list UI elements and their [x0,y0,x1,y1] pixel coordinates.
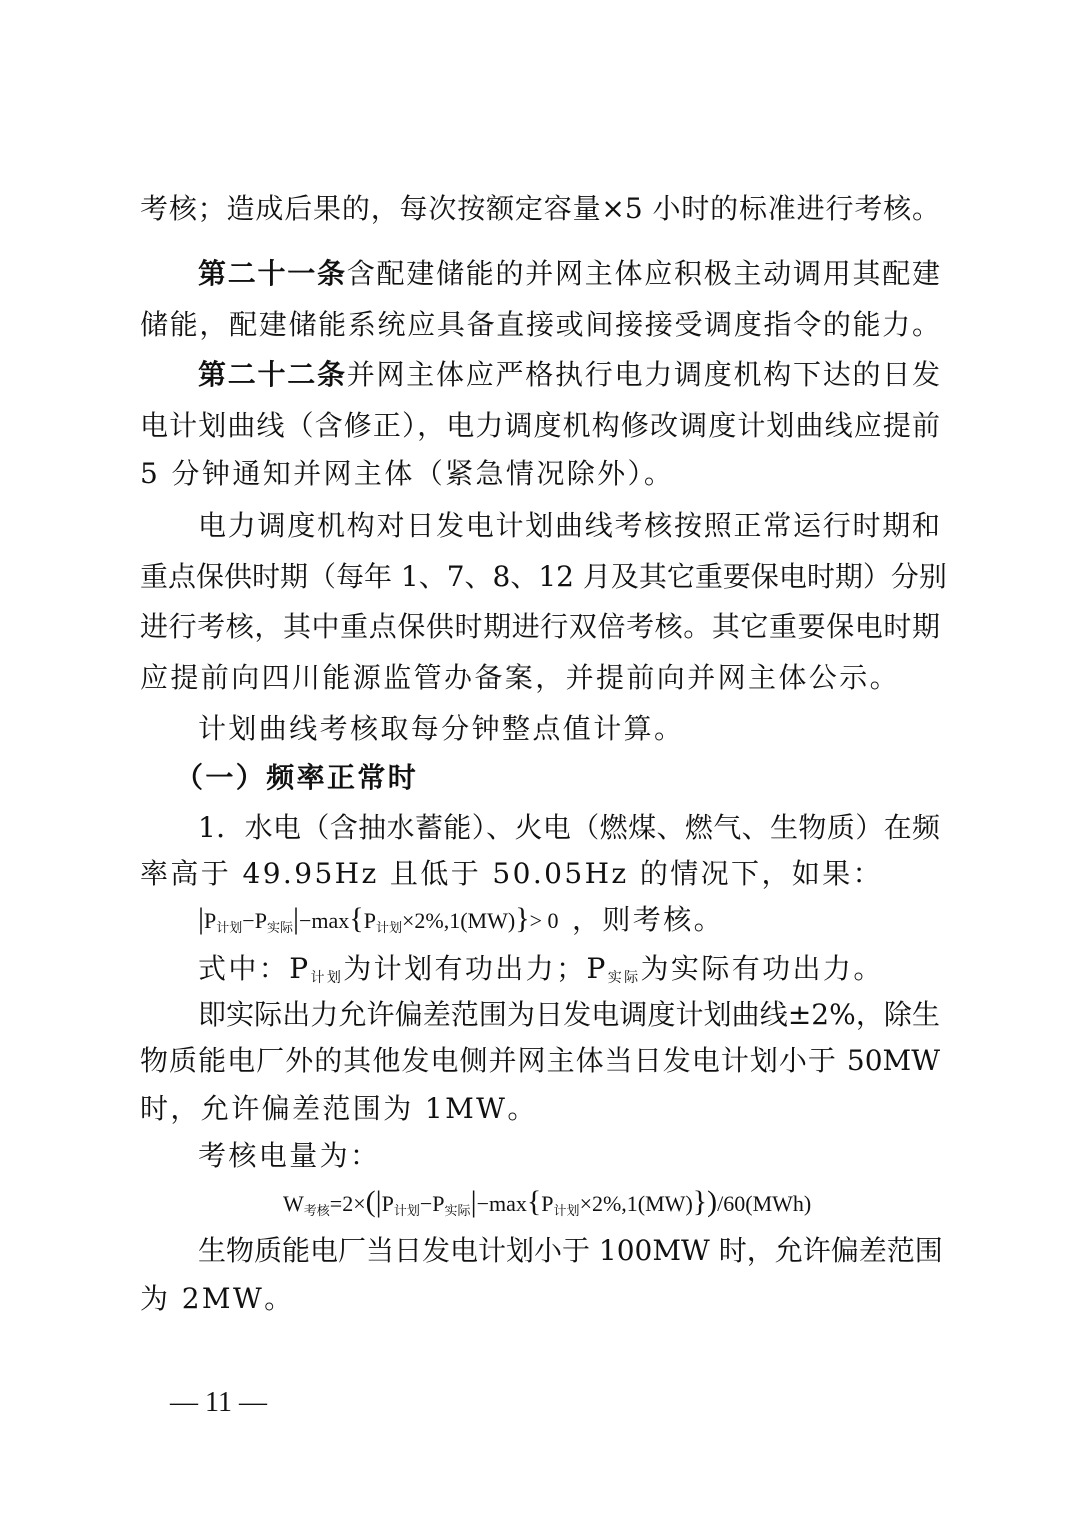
article-title: 第二十二条 [198,358,347,391]
paragraph-line: 时，允许偏差范围为 1MW。 [140,1092,538,1125]
paragraph-line: 率高于 49.95Hz 且低于 50.05Hz 的情况下，如果： [140,857,884,890]
article-text: 含配建储能的并网主体应积极主动调用其配建 [346,257,940,290]
paragraph-line: 电力调度机构对日发电计划曲线考核按照正常运行时期和 [198,509,940,542]
formula-note: ，则考核。 [572,903,725,936]
paragraph-line: 1．水电（含抽水蓄能）、火电（燃煤、燃气、生物质）在频 [198,811,940,844]
page-number: — 11 — [170,1387,267,1418]
article-text: 并网主体应严格执行电力调度机构下达的日发 [346,358,940,391]
paragraph-line: 储能，配建储能系统应具备直接或间接接受调度指令的能力。 [140,308,940,341]
formula-assessment: $W_{考核}=2\times(|P_{计划}-P_{实际}|-\max\{P_{计划}\times 2\%,1(MW)\})/60(MWh)$ [283,1185,812,1218]
article-22-line [198,357,940,393]
paragraph-line: 考核电量为： [198,1139,381,1172]
paragraph-line: 计划曲线考核取每分钟整点值计算。 [198,712,685,745]
paragraph-line: 即实际出力允许偏差范围为日发电调度计划曲线±2%，除生 [198,998,940,1031]
paragraph-line: 进行考核，其中重点保供时期进行双倍考核。其它重要保电时期 [140,610,940,643]
formula-condition: $|P_{计划}-P_{实际}|-\max\{P_{计划}\times 2\%,1(MW)\}> 0$ [198,902,559,935]
paragraph-line: 应提前向四川能源监管办备案，并提前向并网主体公示。 [140,661,901,694]
definition-line: 式中：P计划为计划有功出力；P实际为实际有功出力。 [198,952,884,986]
paragraph-line: 生物质能电厂当日发电计划小于 100MW 时，允许偏差范围 [198,1234,943,1267]
paragraph-line: 物质能电厂外的其他发电侧并网主体当日发电计划小于 50MW [140,1044,940,1077]
paragraph-line: 为 2MW。 [140,1282,295,1315]
paragraph-line: 重点保供时期（每年 1、7、8、12 月及其它重要保电时期）分别 [140,560,947,593]
article-title: 第二十一条 [198,257,347,290]
paragraph-line: 5 分钟通知并网主体（紧急情况除外）。 [140,457,675,490]
paragraph-line: 电计划曲线（含修正），电力调度机构修改调度计划曲线应提前 [140,409,940,442]
section-heading: （一）频率正常时 [175,761,419,794]
article-21-line [198,256,940,292]
paragraph-line: 考核；造成后果的，每次按额定容量×5 小时的标准进行考核。 [140,192,940,225]
